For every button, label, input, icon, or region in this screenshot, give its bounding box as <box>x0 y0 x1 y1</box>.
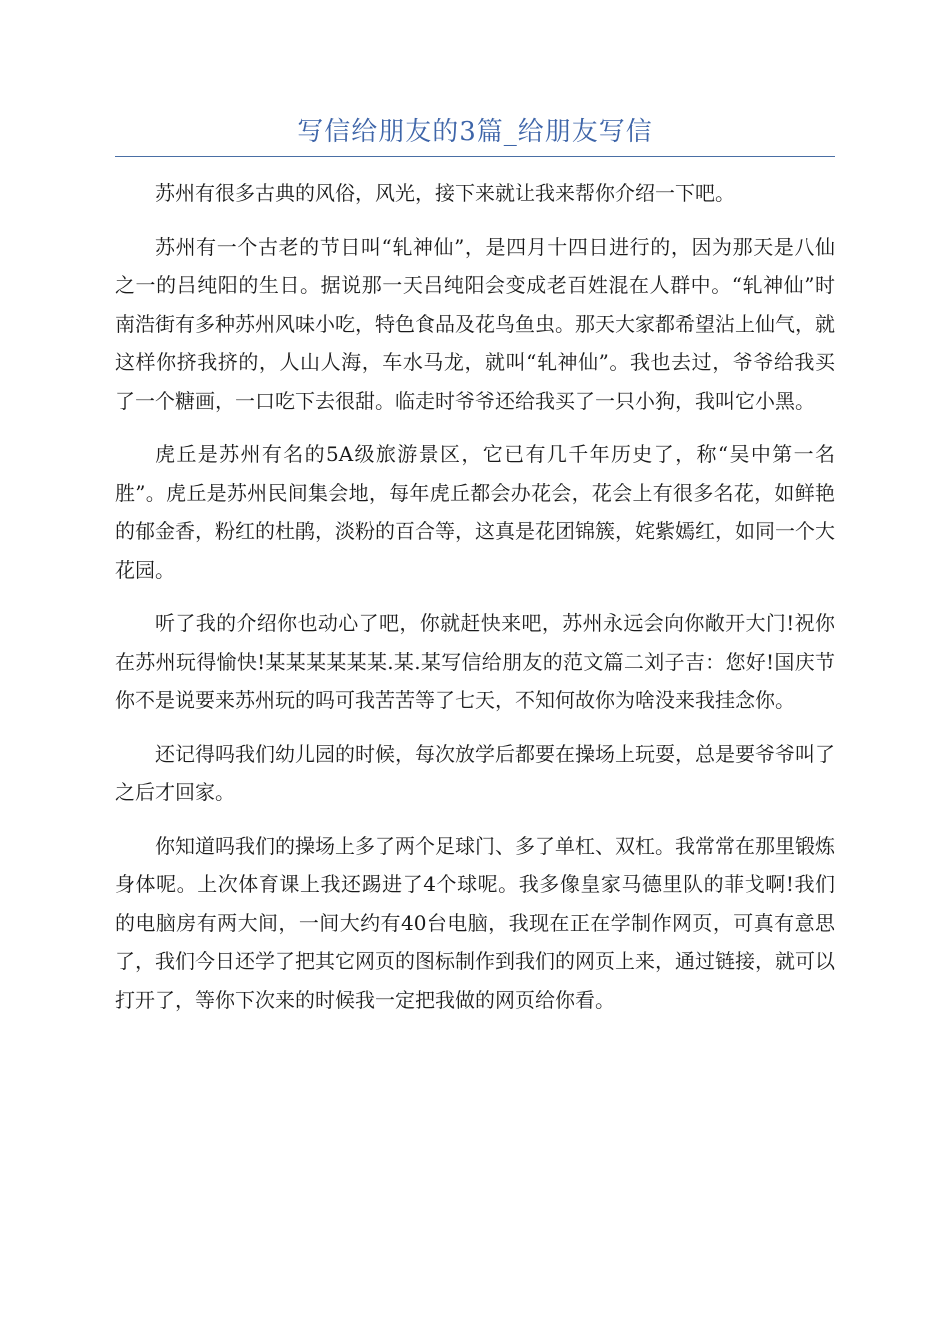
paragraph-kindergarten: 还记得吗我们幼儿园的时候，每次放学后都要在操场上玩耍，总是要爷爷叫了之后才回家。 <box>115 741 835 804</box>
paragraph-festival: 苏州有一个古老的节日叫“轧神仙”，是四月十四日进行的，因为那天是八仙之一的吕纯阳的生日。据说那一天吕纯阳会变成老百姓混在人群中。“轧神仙”时南浩街有多种苏州风味小吃，特色食品及花鸟鱼虫。那天大家都希望沾上仙气，就这样你挤我挤的，人山人海，车水马龙，就叫“轧神仙”。我也去过，爷爷给我买了一个糖画，一口吃下去很甜。临走时爷爷还给我买了一只小狗，我叫它小黑。 <box>115 234 835 413</box>
title-block <box>115 112 835 157</box>
paragraph-playground: 你知道吗我们的操场上多了两个足球门、多了单杠、双杠。我常常在那里锻炼身体呢。上次体育课上我还踢进了4个球呢。我多像皇家马德里队的菲戈啊!我们的电脑房有两大间，一间大约有40台电脑，我现在正在学制作网页，可真有意思了，我们今日还学了把其它网页的图标制作到我们的网页上来，通过链接，就可以打开了，等你下次来的时候我一定把我做的网页给你看。 <box>115 833 835 1012</box>
document-title: 写信给朋友的3篇_给朋友写信 <box>297 117 653 147</box>
paragraph-intro: 苏州有很多古典的风俗，风光，接下来就让我来帮你介绍一下吧。 <box>155 181 735 205</box>
paragraph-invitation: 听了我的介绍你也动心了吧，你就赶快来吧，苏州永远会向你敞开大门!祝你在苏州玩得愉快!某某某某某某.某.某写信给朋友的范文篇二刘子吉：您好!国庆节你不是说要来苏州玩的吗可我苦苦等了七天，不知何故你为啥没来我挂念你。 <box>115 611 835 712</box>
paragraph-tiger-hill: 虎丘是苏州有名的5A级旅游景区，它已有几千年历史了，称“吴中第一名胜”。虎丘是苏州民间集会地，每年虎丘都会办花会，花会上有很多名花，如鲜艳的郁金香，粉红的杜鹃，淡粉的百合等，这真是花团锦簇，姹紫嫣红，如同一个大花园。 <box>115 442 835 582</box>
document-body <box>115 174 835 1034</box>
